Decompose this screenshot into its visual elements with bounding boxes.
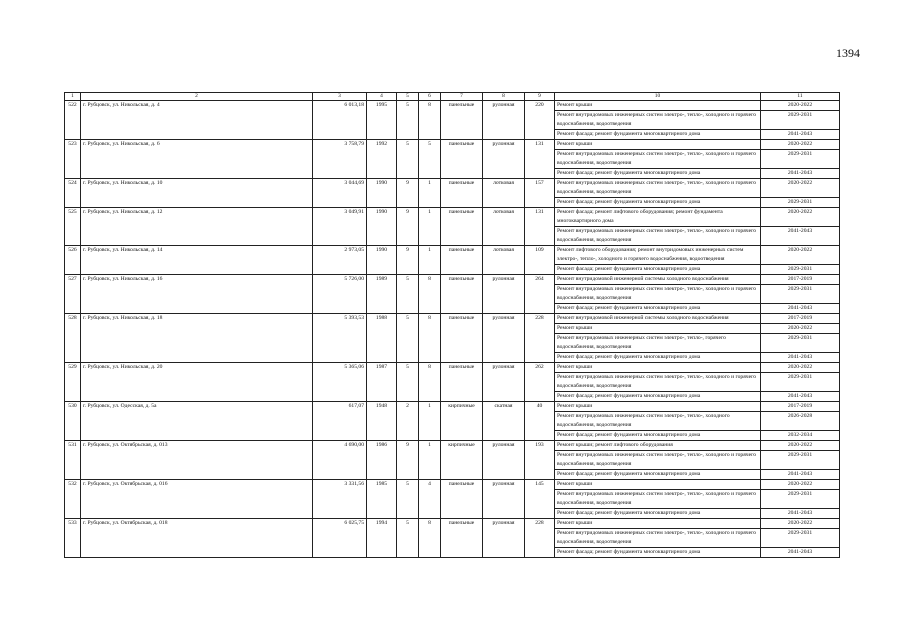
column-number: 9 <box>525 93 555 101</box>
floors-cell: 2 <box>397 402 419 441</box>
year-cell: 1990 <box>367 208 397 246</box>
period-cell: 2017-2019 <box>761 314 840 324</box>
year-cell: 1985 <box>367 480 397 519</box>
table-row <box>65 363 840 373</box>
area-cell: 4 690,00 <box>313 441 367 480</box>
period-cell: 2029-2031 <box>761 265 840 275</box>
work-type-cell: Ремонт лифтового оборудования; ремонт внутридомовых инженерных систем электро-, тепло-, холодного и горячего водоснабжения, водоотведения <box>555 246 761 265</box>
work-type-cell: Ремонт крыши <box>555 101 761 111</box>
work-type-cell: Ремонт внутридомовых инженерных систем электро-, тепло-, холодного и горячего водоснабжения, водоотведения <box>555 490 761 509</box>
year-cell: 1995 <box>367 101 397 140</box>
address-cell: г. Рубцовск, ул. Никольская, д. 18 <box>81 314 313 363</box>
roof-cell: лотковая <box>483 179 525 208</box>
entrances-cell: 1 <box>419 441 441 480</box>
period-cell: 2020-2022 <box>761 208 840 227</box>
period-cell: 2020-2022 <box>761 480 840 490</box>
table-row <box>65 402 840 412</box>
period-cell: 2029-2031 <box>761 334 840 353</box>
work-type-cell: Ремонт фасада; ремонт фундамента многоквартирного дома <box>555 548 761 558</box>
work-type-cell: Ремонт внутридомовых инженерных систем электро-, тепло-, холодного и горячего водоснабжения, водоотведения <box>555 285 761 304</box>
period-cell: 2020-2022 <box>761 179 840 198</box>
table-row <box>65 480 840 490</box>
period-cell: 2029-2031 <box>761 111 840 130</box>
roof-cell: рулонная <box>483 140 525 179</box>
period-cell: 2041-2043 <box>761 509 840 519</box>
table-row <box>65 101 840 111</box>
period-cell: 2020-2022 <box>761 324 840 334</box>
period-cell: 2041-2043 <box>761 130 840 140</box>
area-cell: 617,07 <box>313 402 367 441</box>
entrances-cell: 1 <box>419 246 441 275</box>
period-cell: 2041-2043 <box>761 169 840 179</box>
residents-cell: 145 <box>525 480 555 519</box>
roof-cell: рулонная <box>483 101 525 140</box>
table-row <box>65 179 840 198</box>
work-type-cell: Ремонт внутридомовых инженерных систем электро-, тепло-, холодного и горячего водоснабжения, водоотведения <box>555 227 761 246</box>
period-cell: 2020-2022 <box>761 246 840 265</box>
column-number: 1 <box>65 93 81 101</box>
period-cell: 2029-2031 <box>761 150 840 169</box>
period-cell: 2032-2034 <box>761 431 840 441</box>
record-number: 528 <box>65 314 81 363</box>
period-cell: 2029-2031 <box>761 490 840 509</box>
table-row <box>65 314 840 324</box>
address-cell: г. Рубцовск, ул. Никольская, д. 4 <box>81 101 313 140</box>
area-cell: 6 025,75 <box>313 519 367 558</box>
work-type-cell: Ремонт внутридомовой инженерной системы холодного водоснабжения <box>555 275 761 285</box>
roof-cell: рулонная <box>483 314 525 363</box>
column-number: 10 <box>555 93 761 101</box>
column-number: 11 <box>761 93 840 101</box>
residents-cell: 228 <box>525 519 555 558</box>
entrances-cell: 1 <box>419 179 441 208</box>
area-cell: 5 393,53 <box>313 314 367 363</box>
floors-cell: 9 <box>397 208 419 246</box>
entrances-cell: 1 <box>419 208 441 246</box>
area-cell: 5 726,00 <box>313 275 367 314</box>
period-cell: 2029-2031 <box>761 285 840 304</box>
column-number: 8 <box>483 93 525 101</box>
period-cell: 2041-2043 <box>761 392 840 402</box>
record-number: 526 <box>65 246 81 275</box>
column-number: 6 <box>419 93 441 101</box>
work-type-cell: Ремонт внутридомовых инженерных систем электро-, тепло-, холодного и горячего водоснабжения, водоотведения <box>555 451 761 470</box>
column-number: 3 <box>313 93 367 101</box>
period-cell: 2020-2022 <box>761 363 840 373</box>
walls-cell: панельные <box>441 314 483 363</box>
walls-cell: кирпичные <box>441 441 483 480</box>
record-number: 523 <box>65 140 81 179</box>
roof-cell: рулонная <box>483 441 525 480</box>
column-number: 7 <box>441 93 483 101</box>
work-type-cell: Ремонт внутридомовых инженерных систем электро-, тепло-, горячего водоснабжения, водоотведения <box>555 334 761 353</box>
roof-cell: лотковая <box>483 208 525 246</box>
column-number: 2 <box>81 93 313 101</box>
work-type-cell: Ремонт внутридомовых инженерных систем электро-, тепло-, холодного водоснабжения, водоотведения <box>555 412 761 431</box>
walls-cell: кирпичные <box>441 402 483 441</box>
period-cell: 2026-2028 <box>761 412 840 431</box>
walls-cell: панельные <box>441 275 483 314</box>
area-cell: 3 044,69 <box>313 179 367 208</box>
floors-cell: 5 <box>397 363 419 402</box>
work-type-cell: Ремонт внутридомовых инженерных систем электро-, тепло-, холодного и горячего водоснабжения, водоотведения <box>555 373 761 392</box>
entrances-cell: 8 <box>419 275 441 314</box>
period-cell: 2017-2019 <box>761 402 840 412</box>
work-type-cell: Ремонт внутридомовых инженерных систем электро-, тепло-, холодного и горячего водоснабжения, водоотведения <box>555 179 761 198</box>
record-number: 524 <box>65 179 81 208</box>
residents-cell: 220 <box>525 101 555 140</box>
work-type-cell: Ремонт фасада; ремонт фундамента многоквартирного дома <box>555 304 761 314</box>
area-cell: 6 013,18 <box>313 101 367 140</box>
year-cell: 1994 <box>367 519 397 558</box>
entrances-cell: 4 <box>419 480 441 519</box>
record-number: 527 <box>65 275 81 314</box>
floors-cell: 9 <box>397 246 419 275</box>
work-type-cell: Ремонт фасада; ремонт фундамента многоквартирного дома <box>555 353 761 363</box>
table-row <box>65 519 840 529</box>
walls-cell: панельные <box>441 519 483 558</box>
year-cell: 1990 <box>367 246 397 275</box>
table-row <box>65 275 840 285</box>
work-type-cell: Ремонт фасада; ремонт фундамента многоквартирного дома <box>555 198 761 208</box>
roof-cell: рулонная <box>483 363 525 402</box>
entrances-cell: 8 <box>419 519 441 558</box>
floors-cell: 5 <box>397 480 419 519</box>
residents-cell: 228 <box>525 314 555 363</box>
walls-cell: панельные <box>441 246 483 275</box>
record-number: 531 <box>65 441 81 480</box>
area-cell: 3 331,56 <box>313 480 367 519</box>
residents-cell: 193 <box>525 441 555 480</box>
floors-cell: 5 <box>397 275 419 314</box>
record-number: 532 <box>65 480 81 519</box>
area-cell: 5 365,06 <box>313 363 367 402</box>
period-cell: 2020-2022 <box>761 140 840 150</box>
work-type-cell: Ремонт крыши <box>555 363 761 373</box>
address-cell: г. Рубцовск, ул. Одесская, д. 5а <box>81 402 313 441</box>
table-row <box>65 208 840 227</box>
walls-cell: панельные <box>441 363 483 402</box>
year-cell: 1948 <box>367 402 397 441</box>
work-type-cell: Ремонт фасада; ремонт фундамента многоквартирного дома <box>555 431 761 441</box>
work-type-cell: Ремонт крыши; ремонт лифтового оборудования <box>555 441 761 451</box>
work-type-cell: Ремонт крыши <box>555 519 761 529</box>
work-type-cell: Ремонт крыши <box>555 324 761 334</box>
year-cell: 1988 <box>367 314 397 363</box>
work-type-cell: Ремонт фасада; ремонт фундамента многоквартирного дома <box>555 265 761 275</box>
work-type-cell: Ремонт крыши <box>555 140 761 150</box>
residents-cell: 264 <box>525 275 555 314</box>
table-row <box>65 246 840 265</box>
year-cell: 1986 <box>367 441 397 480</box>
record-number: 529 <box>65 363 81 402</box>
roof-cell: рулонная <box>483 480 525 519</box>
period-cell: 2029-2031 <box>761 451 840 470</box>
period-cell: 2020-2022 <box>761 519 840 529</box>
column-number-row <box>65 93 840 101</box>
residents-cell: 109 <box>525 246 555 275</box>
residents-cell: 40 <box>525 402 555 441</box>
roof-cell: лотковая <box>483 246 525 275</box>
record-number: 522 <box>65 101 81 140</box>
work-type-cell: Ремонт крыши <box>555 480 761 490</box>
work-type-cell: Ремонт внутридомовых инженерных систем электро-, тепло-, холодного и горячего водоснабжения, водоотведения <box>555 529 761 548</box>
entrances-cell: 8 <box>419 101 441 140</box>
work-type-cell: Ремонт внутридомовых инженерных систем электро-, тепло-, холодного и горячего водоснабжения, водоотведения <box>555 111 761 130</box>
record-number: 533 <box>65 519 81 558</box>
work-type-cell: Ремонт фасада; ремонт фундамента многоквартирного дома <box>555 392 761 402</box>
work-type-cell: Ремонт фасада; ремонт лифтового оборудования; ремонт фундамента многоквартирного дома <box>555 208 761 227</box>
address-cell: г. Рубцовск, ул. Никольская, д. 20 <box>81 363 313 402</box>
residents-cell: 157 <box>525 179 555 208</box>
year-cell: 1992 <box>367 140 397 179</box>
area-cell: 3 049,91 <box>313 208 367 246</box>
period-cell: 2029-2031 <box>761 529 840 548</box>
residents-cell: 131 <box>525 140 555 179</box>
column-number: 5 <box>397 93 419 101</box>
entrances-cell: 8 <box>419 363 441 402</box>
work-type-cell: Ремонт фасада; ремонт фундамента многоквартирного дома <box>555 470 761 480</box>
record-number: 530 <box>65 402 81 441</box>
period-cell: 2017-2019 <box>761 275 840 285</box>
period-cell: 2020-2022 <box>761 441 840 451</box>
walls-cell: панельные <box>441 101 483 140</box>
address-cell: г. Рубцовск, ул. Никольская, д. 16 <box>81 275 313 314</box>
walls-cell: панельные <box>441 208 483 246</box>
work-type-cell: Ремонт фасада; ремонт фундамента многоквартирного дома <box>555 509 761 519</box>
period-cell: 2041-2043 <box>761 353 840 363</box>
work-type-cell: Ремонт внутридомовой инженерной системы холодного водоснабжения <box>555 314 761 324</box>
work-type-cell: Ремонт внутридомовых инженерных систем электро-, тепло-, холодного и горячего водоснабжения, водоотведения <box>555 150 761 169</box>
entrances-cell: 1 <box>419 402 441 441</box>
year-cell: 1989 <box>367 275 397 314</box>
area-cell: 3 758,79 <box>313 140 367 179</box>
floors-cell: 5 <box>397 519 419 558</box>
entrances-cell: 5 <box>419 140 441 179</box>
roof-cell: скатная <box>483 402 525 441</box>
entrances-cell: 8 <box>419 314 441 363</box>
floors-cell: 9 <box>397 179 419 208</box>
floors-cell: 5 <box>397 101 419 140</box>
period-cell: 2041-2043 <box>761 304 840 314</box>
repair-schedule-table <box>64 92 840 558</box>
work-type-cell: Ремонт фасада; ремонт фундамента многоквартирного дома <box>555 169 761 179</box>
residents-cell: 262 <box>525 363 555 402</box>
work-type-cell: Ремонт фасада; ремонт фундамента многоквартирного дома <box>555 130 761 140</box>
address-cell: г. Рубцовск, ул. Никольская, д. 10 <box>81 179 313 208</box>
address-cell: г. Рубцовск, ул. Октябрьская, д. 013 <box>81 441 313 480</box>
floors-cell: 9 <box>397 441 419 480</box>
roof-cell: рулонная <box>483 519 525 558</box>
column-number: 4 <box>367 93 397 101</box>
walls-cell: панельные <box>441 140 483 179</box>
period-cell: 2029-2031 <box>761 198 840 208</box>
page-number: 1394 <box>836 46 860 60</box>
year-cell: 1990 <box>367 179 397 208</box>
area-cell: 2 973,05 <box>313 246 367 275</box>
table-row <box>65 140 840 150</box>
address-cell: г. Рубцовск, ул. Октябрьская, д. 016 <box>81 480 313 519</box>
address-cell: г. Рубцовск, ул. Никольская, д. 6 <box>81 140 313 179</box>
floors-cell: 5 <box>397 140 419 179</box>
floors-cell: 5 <box>397 314 419 363</box>
table-row <box>65 441 840 451</box>
period-cell: 2020-2022 <box>761 101 840 111</box>
record-number: 525 <box>65 208 81 246</box>
residents-cell: 131 <box>525 208 555 246</box>
year-cell: 1987 <box>367 363 397 402</box>
work-type-cell: Ремонт крыши <box>555 402 761 412</box>
address-cell: г. Рубцовск, ул. Октябрьская, д. 018 <box>81 519 313 558</box>
period-cell: 2041-2043 <box>761 227 840 246</box>
address-cell: г. Рубцовск, ул. Никольская, д. 14 <box>81 246 313 275</box>
address-cell: г. Рубцовск, ул. Никольская, д. 12 <box>81 208 313 246</box>
period-cell: 2029-2031 <box>761 373 840 392</box>
walls-cell: панельные <box>441 480 483 519</box>
period-cell: 2041-2043 <box>761 470 840 480</box>
roof-cell: рулонная <box>483 275 525 314</box>
walls-cell: панельные <box>441 179 483 208</box>
period-cell: 2041-2043 <box>761 548 840 558</box>
